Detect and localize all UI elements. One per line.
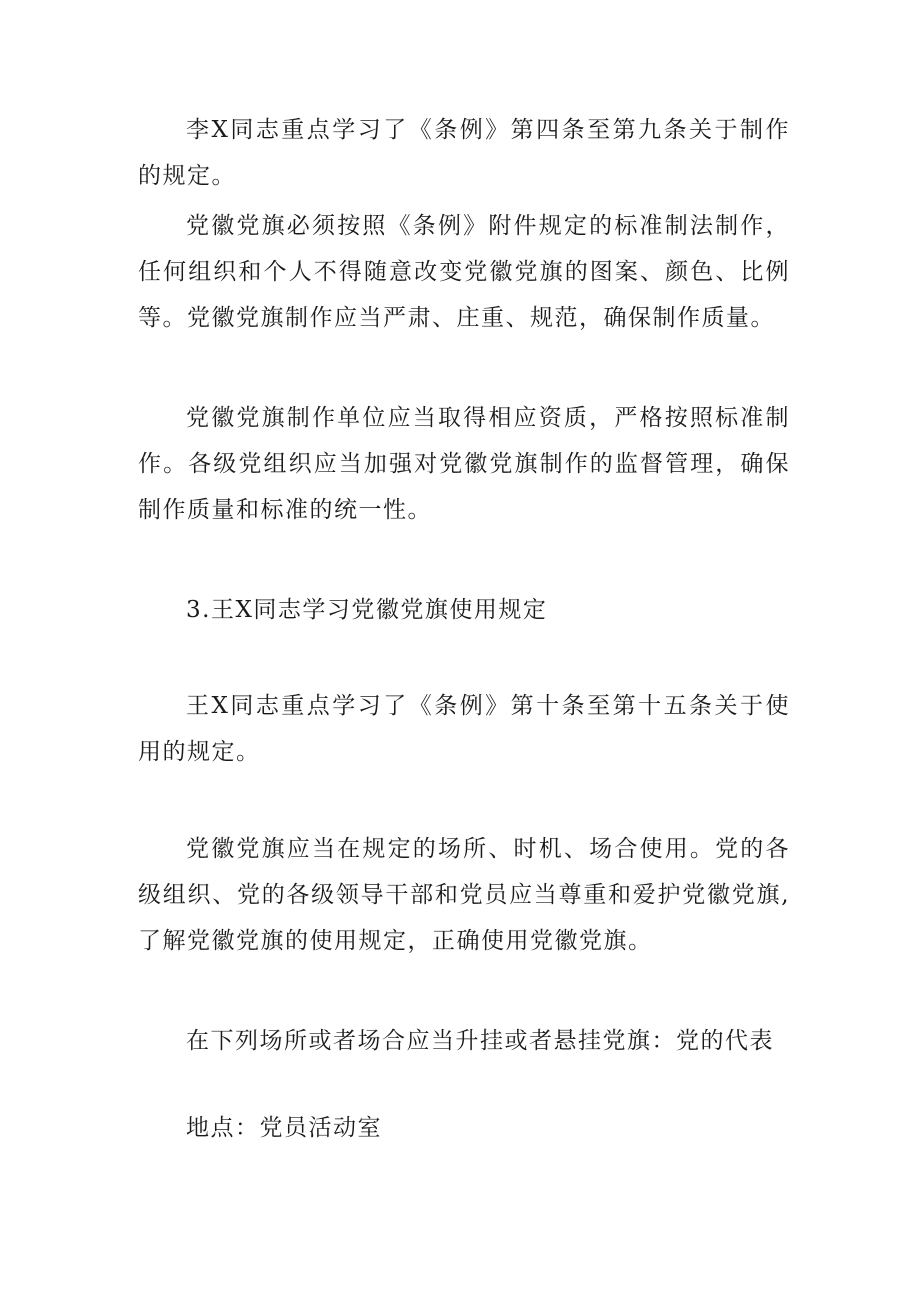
paragraph-flag-occasions: 在下列场所或者场合应当升挂或者悬挂党旗：党的代表: [186, 1028, 774, 1054]
paragraph-usage-rules: 党徽党旗应当在规定的场所、时机、场合使用。党的各级组织、党的各级领导干部和党员应当尊重和爱护党徽党旗,了解党徽党旗的使用规定，正确使用党徽党旗。: [138, 836, 790, 954]
paragraph-production-supervision: 党徽党旗制作单位应当取得相应资质，严格按照标准制作。各级党组织应当加强对党徽党旗制作的监督管理，确保制作质量和标准的统一性。: [138, 405, 790, 523]
paragraph-wang-study: 王X同志重点学习了《条例》第十条至第十五条关于使用的规定。: [138, 693, 790, 765]
section-heading-usage: 3.王X同志学习党徽党旗使用规定: [186, 597, 548, 623]
paragraph-production-standard: 党徽党旗必须按照《条例》附件规定的标准制法制作，任何组织和个人不得随意改变党徽党旗的图案、颜色、比例等。党徽党旗制作应当严肃、庄重、规范，确保制作质量。: [138, 213, 790, 331]
paragraph-location: 地点：党员活动室: [186, 1115, 382, 1141]
paragraph-li-study: 李X同志重点学习了《条例》第四条至第九条关于制作的规定。: [138, 117, 790, 189]
